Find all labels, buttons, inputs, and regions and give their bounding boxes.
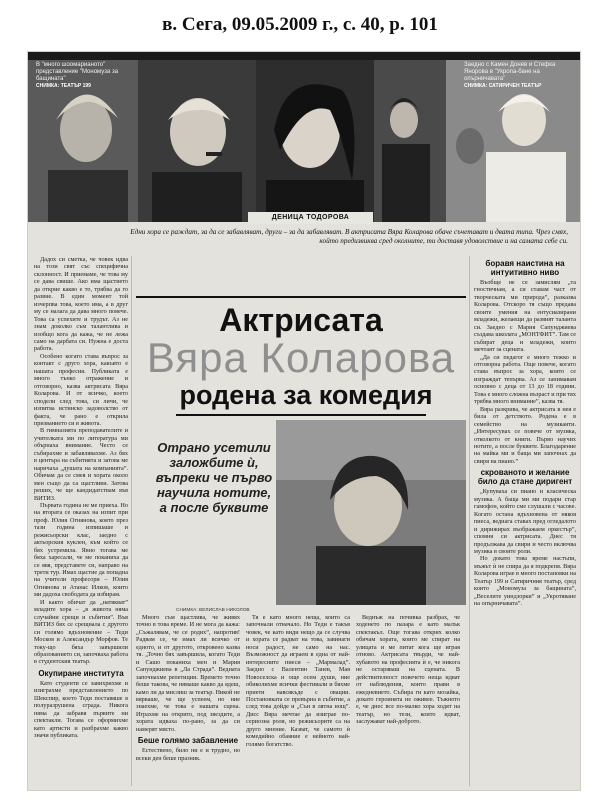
headline-name: Вяра Коларова <box>146 334 456 381</box>
photo-credit: СНИМКА: ВЕЛИСЛАВ НИКОЛОВ <box>176 608 250 613</box>
left-para-6: Като студенти се завихрихме и изиграхме представлението по Шекспир, което Теди поставяше в полуразрушена сграда. Никога няма да забравя първите ни спектакли. Тогава се оформихме като артисти и разбрахме какво значи публиката. <box>34 679 128 740</box>
left-para-3: В гимназията преподавателите и учителката ми по литература ми обърнаха внимание. Често се събирахме и забавлявахме. Аз бях в центъра на събитията и затова ме наричаха „душата на компанията”. Обичам да се смея и хората около мен също да са щастливи. Затова реших, че ще кандидатствам във ВИТИЗ. <box>34 427 128 502</box>
center-photo <box>276 420 466 605</box>
source-citation: в. Сега, 09.05.2009 г., с. 40, р. 101 <box>162 14 438 35</box>
headline-block <box>136 292 466 608</box>
left-para-2: Особено когато става въпрос за контакт с друго хора, какъвто е нашата професия. Публиката е много тънко отражение и отговорно, казва актрисата Вяра Коларова. И от всичко, което сподели след това, си личи, че изпитва истинско задоволство от факта, че рано е открила призванието си в живота. <box>34 352 128 427</box>
right-para-3: Вяра разкрива, че актрисата в нея е била от детството. Родена е в семейство на музиканти. „Интересувах се повече от музика, отколкото от книги. Първо научих нотите, а после буквите. Благодарение на майка ми и баща ми започнах да свиря на пиано.” <box>474 405 576 465</box>
headline-rule-top <box>136 296 466 298</box>
middle-col1-end: Естествено, било ни е и трудно, но всеки ден беше празник. <box>136 747 240 762</box>
column-divider <box>469 256 470 786</box>
author-byline: ДЕНИЦА ТОДОРОВА <box>248 212 373 224</box>
column-divider <box>131 256 132 786</box>
middle-column-3 <box>356 614 460 786</box>
newspaper-clipping <box>28 52 580 790</box>
left-column <box>34 256 128 786</box>
left-para-5: И както обичат да „натякват” младите хора – „в живота няма случайни срещи и събития”. Във ВИТИЗ бях се срещнала с другото си голямо вдъхновение – Теди Москов и Александър Морфов. Те току-що бяха завършили образованието си, започваха работа в студентския театър. <box>34 598 128 666</box>
middle-column-1 <box>136 614 240 786</box>
left-para-1: Дадох си сметка, че човек идва на този свят със специфична склонност. И приемаме, че това му се дава свише. Ако има щастието да открие какво е то, трябва да го развие. В един момент той изчерпва това, което има, а в друг му се налага да дава много повече. Това са успехите и трудът. Аз не знам доколко съм талантлива и изобщо кога да кажа, че не лежа само на дарбата си. Нужна е доста работа. <box>34 256 128 353</box>
stage-scene-icon <box>374 60 446 222</box>
middle-col3-text: Веднъж на почивка разбрах, че ходенето по пазара е като малък спектакъл. Още тогава открих колко обичам хората, които ме спират на улицата и ме питат кога ще играя отново. Актрисата твърди, че най-хубавото на професията ѝ е, че никога не остаряваш на сцената. В действителност повечето неща идват от наблюдения, които прави в ежедневието. Събира ги като мозайка, докато героинята не оживее. Тъжното е, че днес все по-малко хора ходят на театър, но тези, които идват, заслужават най-доброто. <box>356 614 460 726</box>
right-photo-credit: СНИМКА: САТИРИЧЕН ТЕАТЪР <box>464 83 542 89</box>
photo-strip <box>28 52 580 222</box>
right-subhead-2: скрованото и желание било да стане диригент <box>477 468 573 487</box>
middle-col1-text: Много съм щастлива, че живях точно в това време. И не мога да кажа: „Съжалявам, че се родих”, напротив! Радвам се, че имах ли всичко от едното, и от другото, откровено казва тя. „Точно бях завършила, когато Теди и Сашо поканиха мен и Мария Сапунджиева в „Ла Страда”. Ведната започнахме репетиции. Времето точно беше такова, че нямаше какво да ядеш, камо ли да мислиш за театър. Никой не вярваше, че ще успеем, но ние знаехме, че това е нашата сцена. Играхме на открито, под звездите, а хората идваха по-рано, за да си намерят място. <box>136 614 240 733</box>
left-para-4: Първата година не ме приеха. Но на втората се оказах на изпит при проф. Юлия Огнянова, която през тази година изпишаше и режисьорски клас, заедно с актьорския куклен, към който се бях устремила. Явно тогава ме бяха харесали, че ме поканиха да се явя, представете си, направо на трети тур. Имах щастие да попадна на учители професори – Юлия Огнянова и Атанас Илков, които ми дадоха свободата да избирам. <box>34 501 128 599</box>
left-subhead: Окупиране института <box>38 668 124 678</box>
actress-center-photo <box>276 420 466 605</box>
actress-closeup-icon <box>256 60 374 222</box>
headline-subtitle: родена за комедия <box>179 380 433 410</box>
right-para-2: „Да си педагог е много тежко и отговорна работа. Още повече, когато става въпрос за хора, които се изграждат тепърва. Аз се занимавам основно с деца от 13 до 18 години. Това е много сложна възраст и при тях трябва много внимание”, казва тя. <box>474 353 576 406</box>
photo-caption: Едни хора се раждат, за да се забавляват, други – за да забавляват. В актрисата Вяра Коларова обаче съчетават и двата типа. Чрез смях, който предизвиква сред околните, ти доставя удоволствие и на самата себе си. <box>130 228 568 245</box>
photo-couple <box>374 60 446 222</box>
right-photo-caption: Заедно с Камен Донев и Стефка Янорова в "Укропа-бане на опърничавата" СНИМКА: САТИРИЧЕН ТЕАТЪР <box>464 62 576 90</box>
left-photo-caption: В "много шоомарианото" представление "Мономуза за бащината" СНИМКА: ТЕАТЪР 199 <box>36 62 136 90</box>
middle-col1-subhead: Беше голямо забавление <box>137 736 239 746</box>
right-column <box>474 256 576 786</box>
photo-center-left <box>138 60 256 222</box>
middle-col2-text: Тя е като много неща, които са започнали отначало. Но Теди е такъв човек, че като види нещо да се случва и хората се радват на това, завинаги носи радост, не само на нас. Възможност да играем в една от най-интересните пиеси – „Мармалад”. Заедно с Валентин Танев, Мая Новоселска и още осем души, ние обиколихме всички фестивали и бяхме приети навсякъде с овации. Постановката се превърна в събитие, а след това дойде и „Сън в лятна нощ”. Дисс Вяра мечтае да изиграе по-сериозна роля, но режисьорите са на друго мнение. Казват, че самото ѝ комедийно обаяние е нейното най-голямо богатство. <box>246 614 350 748</box>
headline-kicker: Актрисата <box>219 302 383 338</box>
right-para-1: Въобще не се замислям „та гностичнам, а си ставам част от творческата ми природа”, разказва Коларова. Отскоро тя също предава своите умения на ентусиазирани младежи, желаещи да развият таланта си. Заедно с Мария Сапунджиева създава школата „МОНТФИТ”. Там се събират деца и младежи, които мечтаят за сцената. <box>474 279 576 354</box>
photo-center-right <box>256 60 374 222</box>
actress-portrait-icon <box>138 60 256 222</box>
left-photo-credit: СНИМКА: ТЕАТЪР 199 <box>36 83 91 89</box>
middle-column-2 <box>246 614 350 786</box>
right-para-5: Но докато това време настъпи, мъжът ѝ не спира да я подкрепя. Вяра Коларова играе в много постановки на Театър 199 и Сатиричния театър, сред които „Мономуза за бащината”, „Веселите уиндзорки” и „Укротяване на опърничавата”. <box>474 555 576 608</box>
right-para-4: „Купуваха си пиано и класическа музика. А баща ми ми подари стар гамофон, който сме слушали с часове. Когато остана вдъхновена от някоя пиеса, веднага ставах пред огледалото и дирижирах въображаем оркестър”, спомня си актрисата. Днес тя продължава да свири и често включва музика в своите роли. <box>474 488 576 555</box>
pull-quote: Отрано усетили заложбите ѝ, въпреки че първо научила нотите, а после буквите <box>155 440 273 515</box>
right-subhead-1: боравя наистина на интуитивно ниво <box>485 259 565 277</box>
headline-rule-bottom <box>176 414 426 416</box>
